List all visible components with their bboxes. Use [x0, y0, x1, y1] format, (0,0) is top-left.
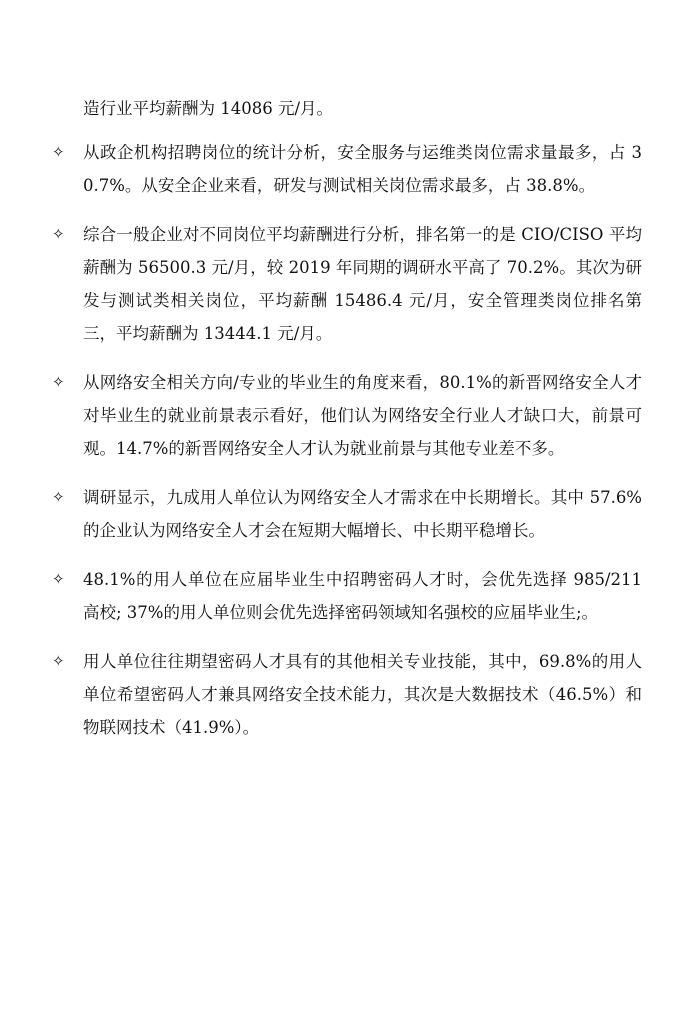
- bullet-text: 从政企机构招聘岗位的统计分析，安全服务与运维类岗位需求量最多，占 30.7%。从安全企业来看，研发与测试相关岗位需求最多，占 38.8%。: [83, 143, 642, 195]
- bullet-text: 用人单位往往期望密码人才具有的其他相关专业技能，其中，69.8%的用人单位希望密码人才兼具网络安全技术能力，其次是大数据技术（46.5%）和物联网技术（41.9%）。: [83, 652, 642, 737]
- bullet-item-crypto-talent-universities: [52, 563, 642, 629]
- diamond-star-bullet-icon: ✧: [52, 570, 65, 588]
- continuation-paragraph: 造行业平均薪酬为 14086 元/月。: [83, 99, 334, 118]
- diamond-star-bullet-icon: ✧: [52, 652, 65, 670]
- bullet-text: 综合一般企业对不同岗位平均薪酬进行分析，排名第一的是 CIO/CISO 平均薪酬为 56500.3 元/月，较 2019 年同期的调研水平高了 70.2%。其次为研发与测试类相关岗位，平均薪酬 15486.4 元/月，安全管理类岗位排名第三，平均薪酬为 13444.1 元/月。: [83, 225, 642, 343]
- bullet-list: [52, 136, 642, 760]
- diamond-star-bullet-icon: ✧: [52, 143, 65, 161]
- bullet-item-demand-growth: [52, 481, 642, 547]
- diamond-star-bullet-icon: ✧: [52, 488, 65, 506]
- diamond-star-bullet-icon: ✧: [52, 373, 65, 391]
- diamond-star-bullet-icon: ✧: [52, 225, 65, 243]
- bullet-text: 48.1%的用人单位在应届毕业生中招聘密码人才时，会优先选择 985/211 高校; 37%的用人单位则会优先选择密码领域知名强校的应届毕业生;。: [83, 570, 642, 622]
- bullet-item-politics-enterprise-hiring: [52, 136, 642, 202]
- bullet-text: 调研显示，九成用人单位认为网络安全人才需求在中长期增长。其中 57.6%的企业认为网络安全人才会在短期大幅增长、中长期平稳增长。: [83, 488, 642, 540]
- bullet-item-salary-analysis: [52, 218, 642, 350]
- bullet-item-graduate-outlook: [52, 366, 642, 465]
- bullet-text: 从网络安全相关方向/专业的毕业生的角度来看，80.1%的新晋网络安全人才对毕业生的就业前景表示看好，他们认为网络安全行业人才缺口大，前景可观。14.7%的新晋网络安全人才认为就业前景与其他专业差不多。: [83, 373, 642, 458]
- bullet-item-crypto-talent-skills: [52, 645, 642, 744]
